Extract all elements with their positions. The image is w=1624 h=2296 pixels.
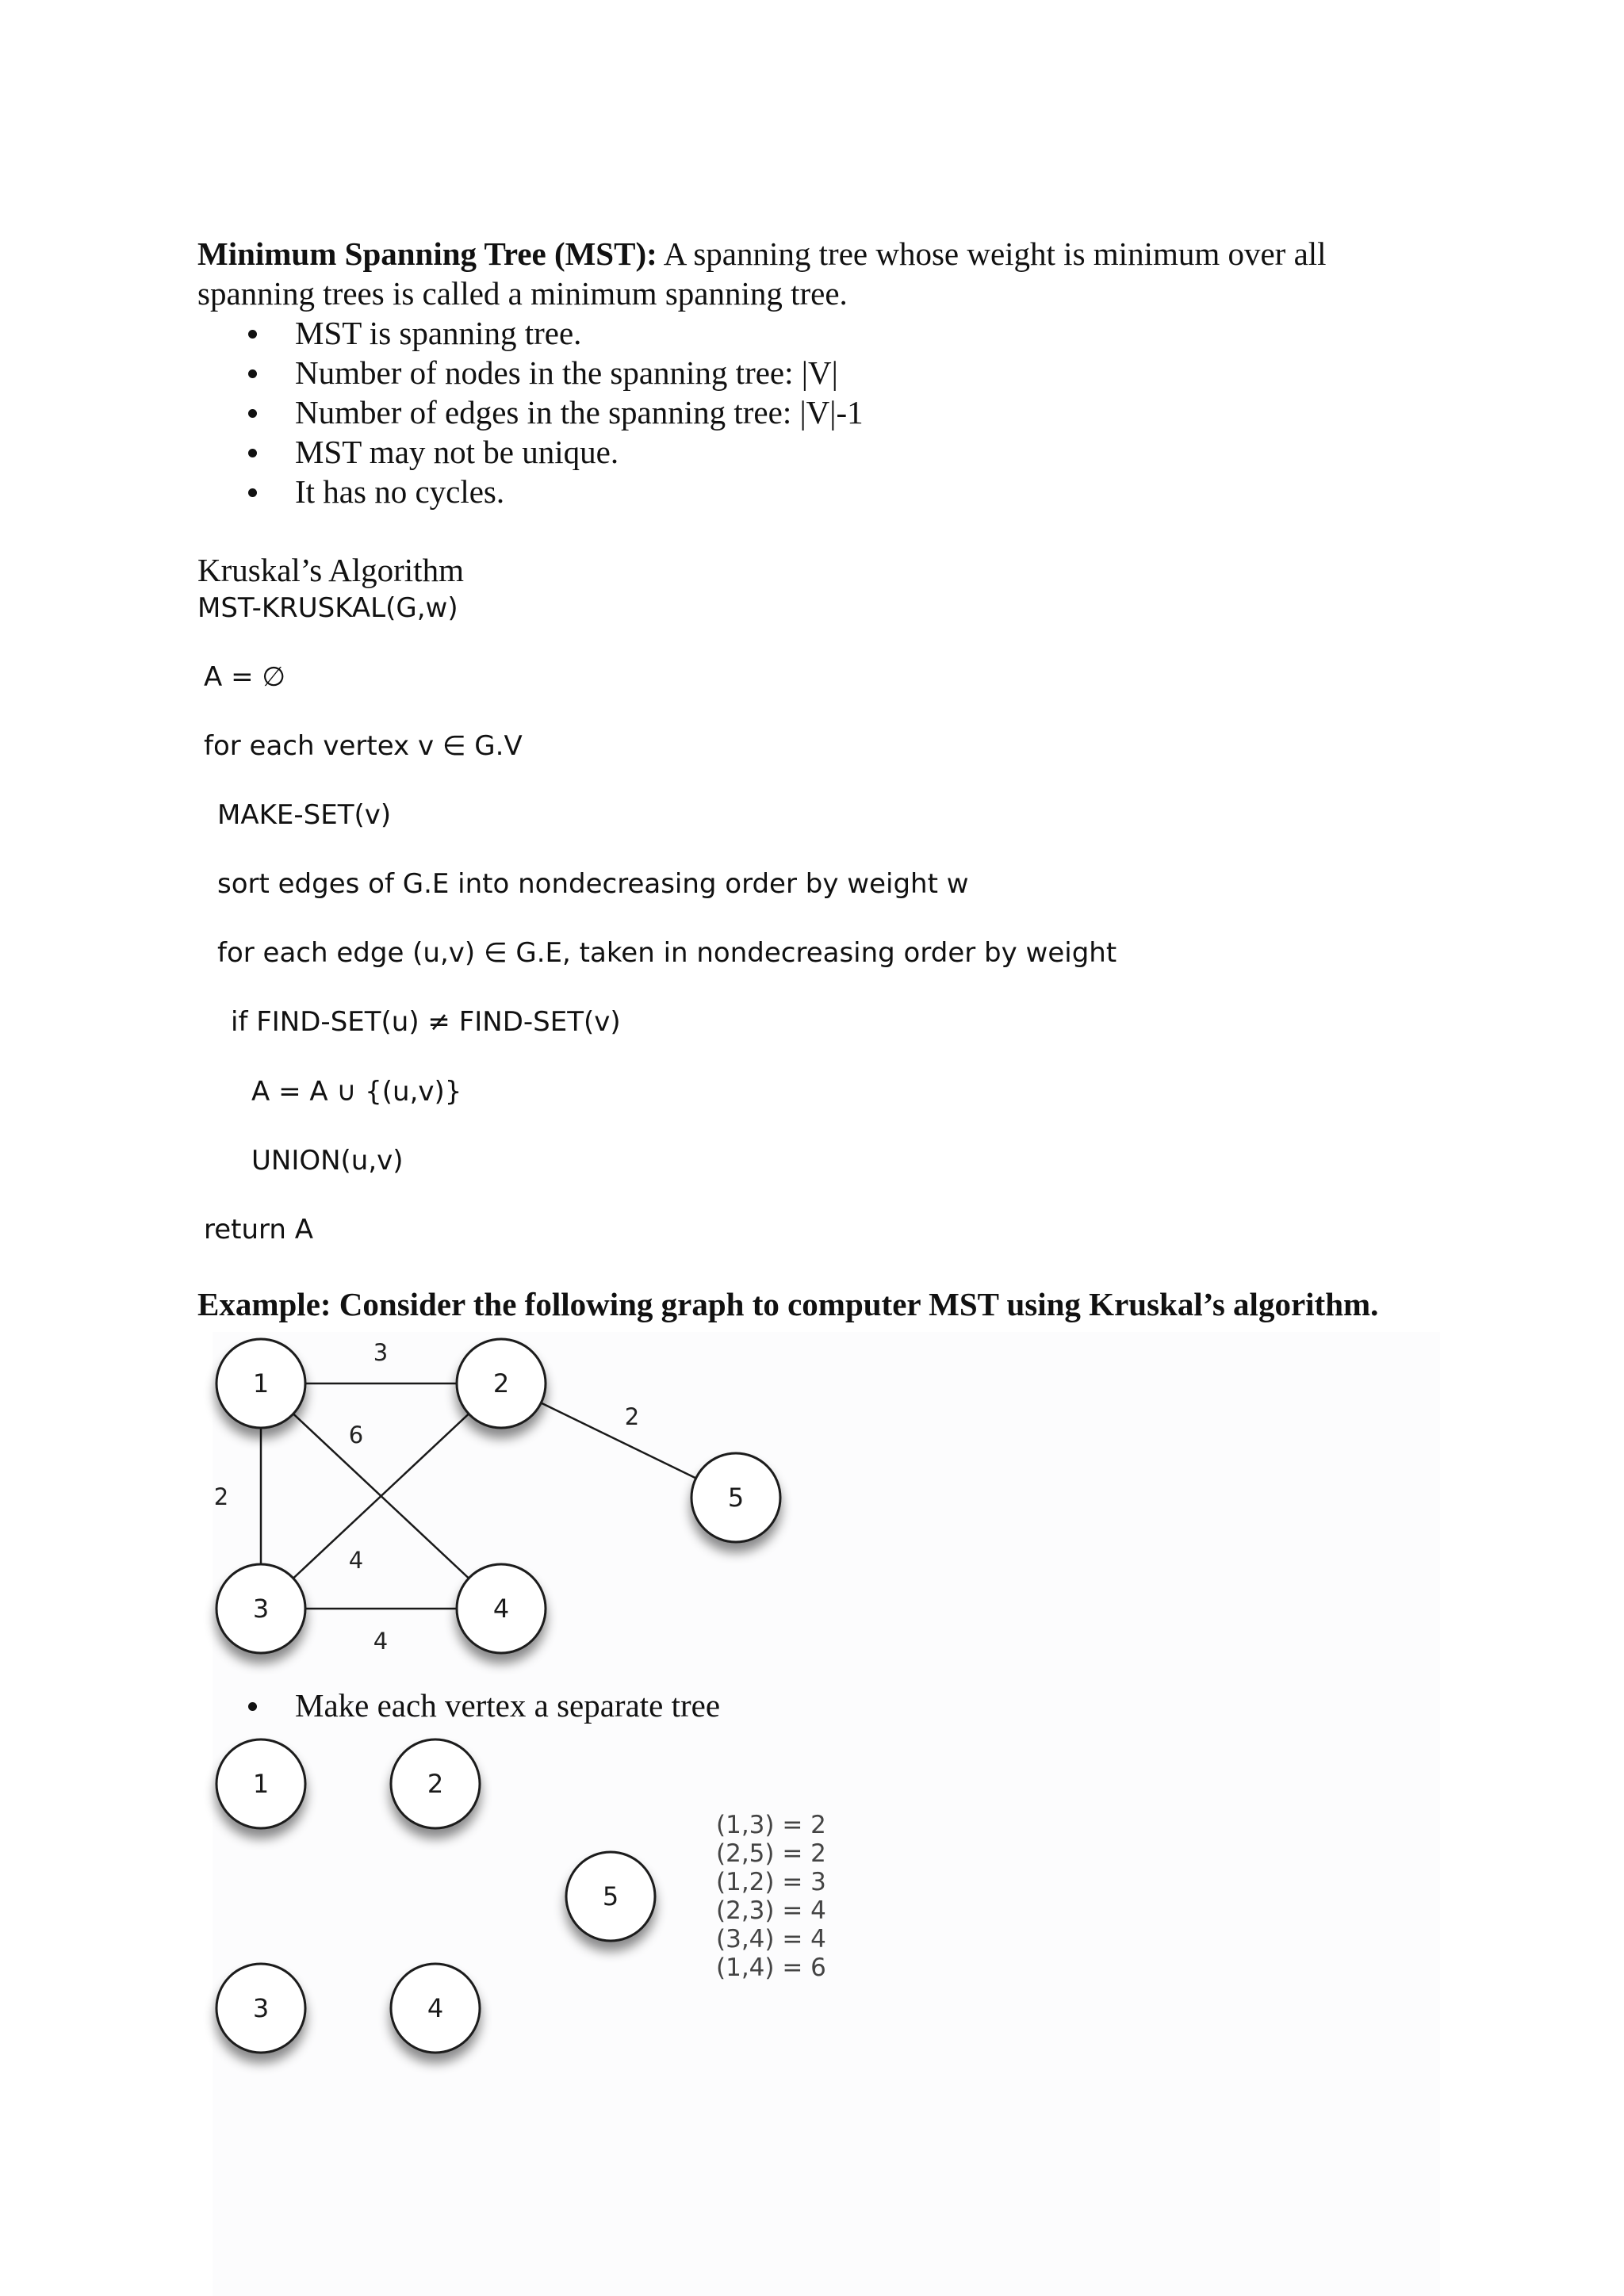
example-title: Example: Consider the following graph to computer MST using Kruskal’s algorithm. xyxy=(197,1286,1379,1322)
definition-term: Minimum Spanning Tree (MST): xyxy=(197,235,657,272)
edge-weight-label: 4 xyxy=(348,1547,364,1574)
list-item: (3,4) = 4 xyxy=(716,1925,826,1954)
code-line: sort edges of G.E into nondecreasing order by weight w xyxy=(217,868,969,900)
definition-text: A spanning tree whose weight is minimum over all spanning trees is called a minimum spanning tree. xyxy=(197,235,1327,312)
edge-weight-label: 4 xyxy=(373,1628,389,1655)
node-label: 3 xyxy=(252,1993,270,2023)
edge-weight-label: 2 xyxy=(213,1483,229,1510)
node-label: 2 xyxy=(427,1769,444,1799)
node-label: 4 xyxy=(492,1594,510,1624)
code-line: for each vertex v ∈ G.V xyxy=(204,730,523,762)
code-line: A = ∅ xyxy=(204,661,285,693)
step-bullet xyxy=(197,1686,911,1725)
node-label: 3 xyxy=(252,1594,270,1624)
algorithm-signature: MST-KRUSKAL(G,w) xyxy=(197,592,458,624)
code-line: if FIND-SET(u) ≠ FIND-SET(v) xyxy=(231,1006,621,1038)
code-line: MAKE-SET(v) xyxy=(217,799,392,831)
algorithm-heading: Kruskal’s Algorithm xyxy=(197,552,464,588)
list-item: (2,3) = 4 xyxy=(716,1896,826,1925)
document-page: Minimum Spanning Tree (MST): A spanning tree whose weight is minimum over all spanning trees is called a minimum spanning tree. MST is spanning tree. Number of nodes in the spanning tree: |V| Number of edges in the spanning tree: |V|-1 MST may not be unique. It has no cycles. Kruskal’s Algorithm MST-KRUSKAL(G,w) A = ∅ for each vertex v ∈ G.V MAKE-SET(v) sort edges of G.E into nondecreasing order by weight w for each edge (u,v) ∈ G.E, taken in nondecreasing order by weight if FIND-SET(u) ≠ FIND-SET(v) A = A ∪ {(u,v)} UNION(u,v) return A Example: Consider the following graph to computer MST using Kruskal’s algorithm. 3 6 2 2 4 4 1 2 3 4 5 1 2 5 3 4 Make each vertex a separate tree (1,3) = 2 (2,5) = 2 (1,2) = 3 (2,3) = 4 (3,4) = 4 (1,4) = 6 xyxy=(0,0,1624,2296)
node-label: 4 xyxy=(427,1993,444,2023)
bullet-icon xyxy=(248,1702,257,1711)
node-label: 2 xyxy=(492,1368,510,1399)
code-line: A = A ∪ {(u,v)} xyxy=(251,1076,462,1108)
code-line: for each edge (u,v) ∈ G.E, taken in nondecreasing order by weight xyxy=(217,937,1117,969)
list-item: (1,4) = 6 xyxy=(716,1954,826,1982)
list-item: (2,5) = 2 xyxy=(716,1839,826,1868)
edge-weight-label: 2 xyxy=(624,1403,640,1430)
list-item: (1,3) = 2 xyxy=(716,1811,826,1839)
step-text: Make each vertex a separate tree xyxy=(295,1687,721,1724)
sorted-edge-list xyxy=(716,1811,826,1982)
node-label: 5 xyxy=(602,1881,619,1911)
code-line: return A xyxy=(204,1214,314,1246)
node-label: 1 xyxy=(252,1368,270,1399)
node-label: 1 xyxy=(252,1769,270,1799)
edge-weight-label: 6 xyxy=(348,1422,364,1448)
list-item: (1,2) = 3 xyxy=(716,1868,826,1896)
node-label: 5 xyxy=(727,1483,745,1513)
edge-weight-label: 3 xyxy=(373,1339,389,1366)
code-line: UNION(u,v) xyxy=(251,1145,404,1177)
